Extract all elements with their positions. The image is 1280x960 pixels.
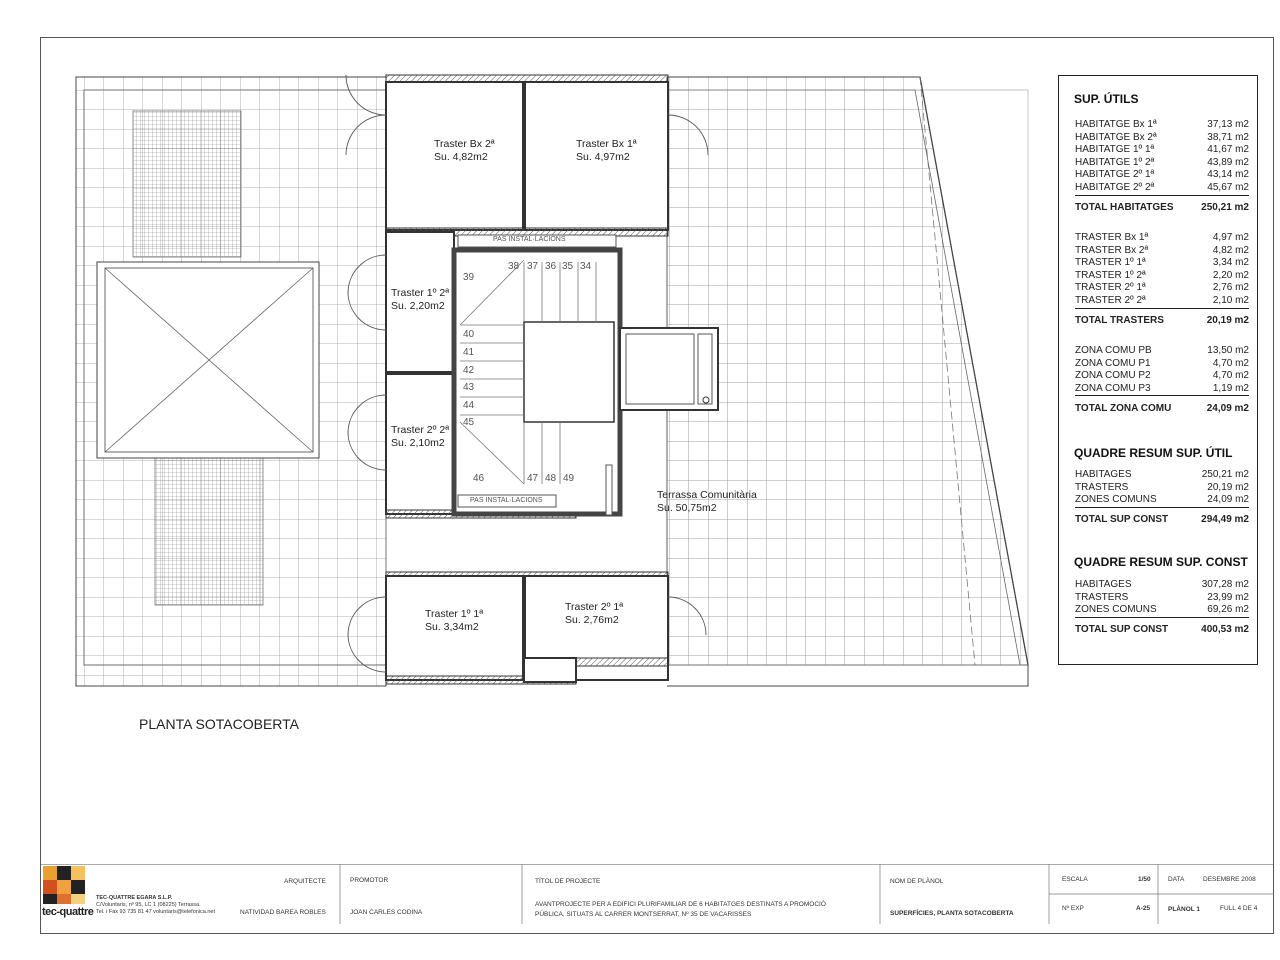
nom-planol-label: NOM DE PLÀNOL	[890, 878, 944, 885]
total-sup-util: TOTAL SUP CONST 294,49 m2	[1075, 514, 1249, 525]
list-item: TRASTER 2º 2ª 2,10 m2	[1075, 295, 1249, 309]
data-value: DESEMBRE 2008	[1203, 876, 1256, 883]
list-item: HABITAGES 250,21 m2	[1075, 469, 1249, 480]
room-area: Su. 2,10m2	[391, 437, 445, 449]
step-number: 34	[580, 261, 592, 272]
zones-list	[1075, 345, 1249, 396]
room-name: Terrassa Comunitària	[657, 489, 757, 501]
step-number: 35	[562, 261, 574, 272]
resum-util-title: QUADRE RESUM SUP. ÚTIL	[1074, 446, 1233, 460]
list-item: TRASTER 1º 1ª 3,34 m2	[1075, 257, 1249, 269]
titol-line-1: AVANTPROJECTE PER A EDIFICI PLURIFAMILIAR DE 6 HABITATGES DESTINATS A PROMOCIÓ	[535, 901, 826, 908]
firm-contact: Tel. i Fax 93 735 81 47 voluntaris@telefonica.net	[96, 909, 216, 915]
resum-const-list	[1075, 579, 1249, 618]
list-item: TRASTER Bx 2ª 4,82 m2	[1075, 244, 1249, 256]
step-number: 37	[527, 261, 539, 272]
list-item: TRASTERS 23,99 m2	[1075, 591, 1249, 603]
escala-value: 1/50	[1138, 876, 1151, 883]
list-item: ZONA COMU PB 13,50 m2	[1075, 345, 1249, 356]
step-number: 41	[463, 347, 475, 358]
titol-label: TÍTOL DE PROJECTE	[535, 878, 601, 885]
room-name: Traster 2º 2ª	[391, 424, 450, 436]
room-name: Traster Bx 1ª	[576, 138, 637, 150]
full-count: FULL 4 DE 4	[1220, 905, 1258, 912]
total-zona-comu: TOTAL ZONA COMU 24,09 m2	[1075, 403, 1249, 414]
exp-label: Nº EXP	[1062, 905, 1084, 912]
list-item: HABITATGE Bx 1ª 37,13 m2	[1075, 119, 1249, 130]
step-number: 42	[463, 365, 475, 376]
step-number: 48	[545, 473, 557, 484]
list-item: TRASTER 1º 2ª 2,20 m2	[1075, 269, 1249, 281]
exp-value: A-25	[1136, 905, 1151, 912]
total-sup-const: TOTAL SUP CONST 400,53 m2	[1075, 624, 1249, 635]
total-habitatges: TOTAL HABITATGES 250,21 m2	[1075, 202, 1249, 213]
step-number: 49	[563, 473, 575, 484]
step-number: 43	[463, 382, 475, 393]
skylight-bottom	[155, 455, 263, 605]
list-item: HABITATGE 1º 1ª 41,67 m2	[1075, 144, 1249, 156]
room-label-traster-2-2	[391, 424, 449, 450]
room-label-traster-2-1	[565, 601, 623, 627]
pas-instalacions-bottom: PAS INSTAL·LACIONS	[470, 497, 543, 504]
data-label: DATA	[1168, 876, 1185, 883]
light-well	[97, 262, 319, 458]
room-name: Traster 1º 1ª	[425, 608, 484, 620]
list-item: ZONA COMU P3 1,19 m2	[1075, 383, 1249, 397]
room-name: Traster Bx 2ª	[434, 138, 495, 150]
title-block	[40, 864, 1274, 924]
room-area: Su. 2,76m2	[565, 614, 619, 626]
list-item: HABITATGE 2º 2ª 45,67 m2	[1075, 182, 1249, 196]
firm-address: C/Voluntaris, nº 95, LC 1 (08225) Terrassa.	[96, 902, 201, 908]
planol-number: PLÀNOL 1	[1168, 906, 1201, 913]
skylight-top	[133, 111, 241, 257]
nom-planol: SUPERFÍCIES, PLANTA SOTACOBERTA	[890, 910, 1014, 917]
firm-name: TEC-QUATTRE EGARA S.L.P.	[96, 895, 173, 901]
step-number: 47	[527, 473, 539, 484]
room-area: Su. 3,34m2	[425, 621, 479, 633]
step-number: 44	[463, 400, 475, 411]
room-area: Su. 50,75m2	[657, 502, 717, 514]
room-label-traster-bx1	[576, 138, 637, 164]
trasters-list	[1075, 232, 1249, 309]
surface-schedule	[1058, 75, 1258, 665]
list-item: HABITATGE Bx 2ª 38,71 m2	[1075, 131, 1249, 143]
list-item: ZONA COMU P2 4,70 m2	[1075, 370, 1249, 382]
step-number: 36	[545, 261, 557, 272]
resum-const-title: QUADRE RESUM SUP. CONST	[1074, 555, 1248, 569]
room-label-terrassa	[657, 489, 757, 515]
step-number: 40	[463, 329, 475, 340]
room-label-traster-1-2	[391, 287, 449, 313]
sup-utils-title: SUP. ÚTILS	[1074, 92, 1139, 106]
arquitecte-label: ARQUITECTE	[284, 878, 326, 885]
room-label-traster-1-1	[425, 608, 483, 634]
escala-label: ESCALA	[1062, 876, 1088, 883]
list-item: HABITATGE 2º 1ª 43,14 m2	[1075, 169, 1249, 181]
arquitecte-name: NATIVIDAD BAREA ROBLES	[240, 909, 326, 916]
room-area: Su. 4,82m2	[434, 151, 488, 163]
list-item: HABITAGES 307,28 m2	[1075, 579, 1249, 590]
room-name: Traster 2º 1ª	[565, 601, 624, 613]
room-name: Traster 1º 2ª	[391, 287, 450, 299]
list-item: TRASTER 2º 1ª 2,76 m2	[1075, 282, 1249, 294]
promotor-name: JOAN CARLES CODINA	[350, 909, 423, 916]
list-item: TRASTERS 20,19 m2	[1075, 481, 1249, 493]
logo-text: tec-quattre	[42, 906, 94, 918]
list-item: HABITATGE 1º 2ª 43,89 m2	[1075, 156, 1249, 168]
room-label-traster-bx2	[434, 138, 495, 164]
titol-line-2: PÚBLICA, SITUATS AL CARRER MONTSERRAT, Nº 35 DE VACARISSES	[535, 911, 752, 918]
step-number: 38	[508, 261, 520, 272]
habitatges-list	[1075, 119, 1249, 196]
list-item: ZONES COMUNS 69,26 m2	[1075, 604, 1249, 618]
total-trasters: TOTAL TRASTERS 20,19 m2	[1075, 315, 1249, 326]
step-number: 45	[463, 417, 475, 428]
list-item: TRASTER Bx 1ª 4,97 m2	[1075, 232, 1249, 243]
list-item: ZONA COMU P1 4,70 m2	[1075, 357, 1249, 369]
list-item: ZONES COMUNS 24,09 m2	[1075, 494, 1249, 508]
promotor-label: PROMOTOR	[350, 877, 389, 884]
pas-instalacions-top: PAS INSTAL·LACIONS	[493, 236, 566, 243]
resum-util-list	[1075, 469, 1249, 508]
plan-title: PLANTA SOTACOBERTA	[139, 716, 300, 732]
step-number: 39	[463, 272, 475, 283]
step-number: 46	[473, 473, 485, 484]
room-area: Su. 2,20m2	[391, 300, 445, 312]
room-area: Su. 4,97m2	[576, 151, 630, 163]
